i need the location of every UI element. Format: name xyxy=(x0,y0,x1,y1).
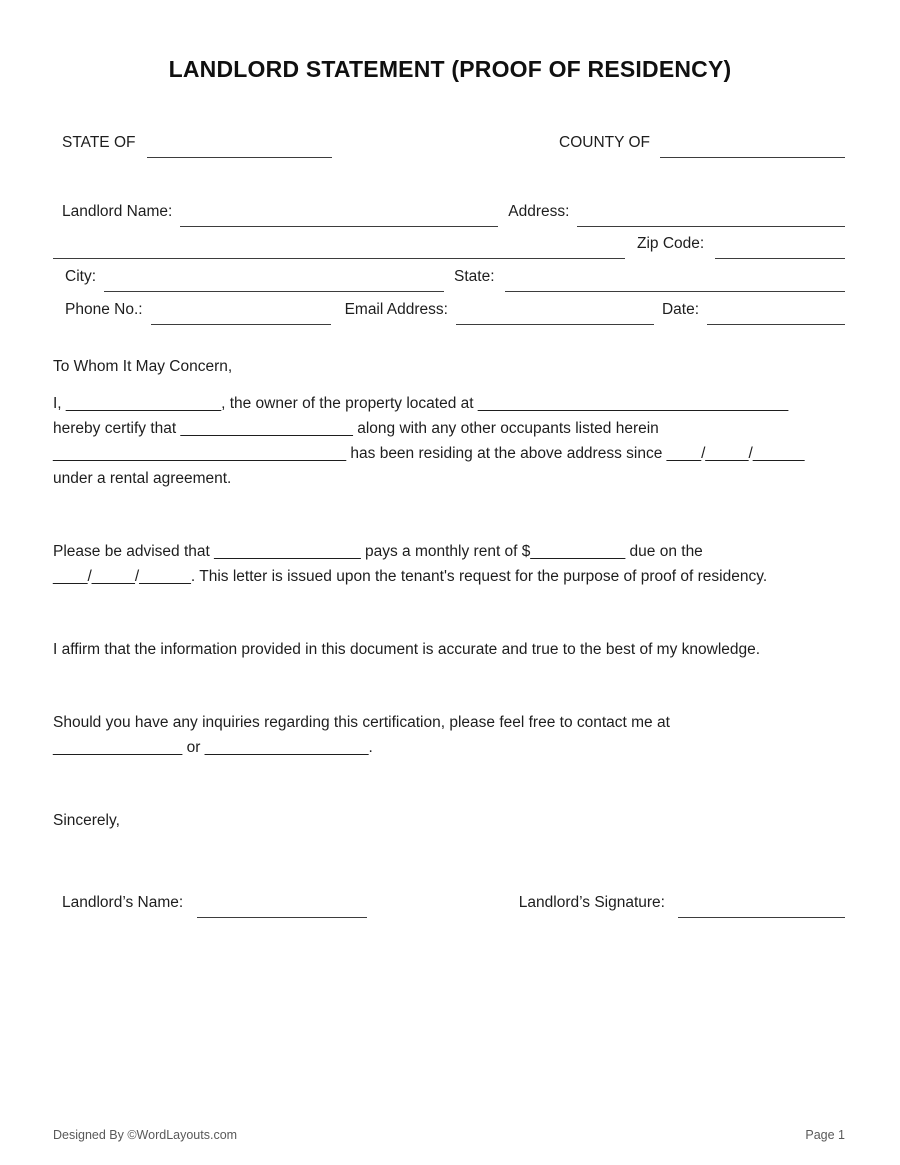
paragraph-line: Should you have any inquiries regarding this certification, please feel free to contact me at xyxy=(53,714,670,731)
paragraph-line: _______________ or ___________________. xyxy=(53,739,373,756)
city-state-row xyxy=(53,260,845,292)
landlords-name-label: Landlord’s Name: xyxy=(62,894,184,911)
footer-page-number: Page 1 xyxy=(805,1128,845,1142)
closing: Sincerely, xyxy=(53,812,120,829)
footer-credit: Designed By ©WordLayouts.com xyxy=(53,1128,238,1142)
email-label: Email Address: xyxy=(344,301,448,318)
state-of-label: STATE OF xyxy=(62,134,136,151)
landlord-name-blank[interactable] xyxy=(180,203,498,227)
address-line2-row xyxy=(53,227,845,259)
phone-email-date-row xyxy=(53,293,845,325)
phone-blank[interactable] xyxy=(151,301,331,325)
email-blank[interactable] xyxy=(456,301,654,325)
city-blank[interactable] xyxy=(104,268,444,292)
paragraph-line: hereby certify that ____________________ along with any other occupants listed herein xyxy=(53,420,659,437)
date-label: Date: xyxy=(661,301,700,318)
landlords-name-blank[interactable] xyxy=(197,894,367,918)
landlords-signature-blank[interactable] xyxy=(678,894,845,918)
address-blank-line2[interactable] xyxy=(53,235,625,259)
city-label: City: xyxy=(65,268,96,285)
page-footer xyxy=(53,1128,845,1142)
salutation: To Whom It May Concern, xyxy=(53,358,233,375)
paragraph-certification xyxy=(53,391,848,491)
signature-row xyxy=(53,885,845,918)
jurisdiction-row xyxy=(53,128,845,158)
state-blank[interactable] xyxy=(505,268,846,292)
landlord-name-label: Landlord Name: xyxy=(62,203,173,220)
state-of-blank[interactable] xyxy=(147,134,332,158)
address-label: Address: xyxy=(508,203,570,220)
landlord-name-row xyxy=(53,195,845,227)
state-label: State: xyxy=(454,268,495,285)
county-of-label: COUNTY OF xyxy=(559,134,650,151)
paragraph-affirmation xyxy=(53,637,848,662)
address-blank[interactable] xyxy=(577,203,845,227)
paragraph-line: ____/_____/______. This letter is issued upon the tenant's request for the purpose of proof of residency. xyxy=(53,568,768,585)
paragraph-line: under a rental agreement. xyxy=(53,470,232,487)
paragraph-line: Please be advised that _________________ pays a monthly rent of $___________ due on the xyxy=(53,543,703,560)
paragraph-rent xyxy=(53,539,848,589)
county-of-blank[interactable] xyxy=(660,134,845,158)
page-title: LANDLORD STATEMENT (PROOF OF RESIDENCY) xyxy=(168,56,732,82)
phone-label: Phone No.: xyxy=(65,301,143,318)
paragraph-line: __________________________________ has been residing at the above address since ____/_____/______ xyxy=(53,445,805,462)
zip-code-blank[interactable] xyxy=(715,235,845,259)
paragraph-line: I, __________________, the owner of the property located at ____________________________________ xyxy=(53,395,789,412)
zip-code-label: Zip Code: xyxy=(637,235,705,252)
paragraph-contact xyxy=(53,710,848,760)
date-blank[interactable] xyxy=(707,301,845,325)
paragraph-line: I affirm that the information provided in this document is accurate and true to the best of my knowledge. xyxy=(53,641,761,658)
landlords-signature-label: Landlord’s Signature: xyxy=(518,894,665,911)
